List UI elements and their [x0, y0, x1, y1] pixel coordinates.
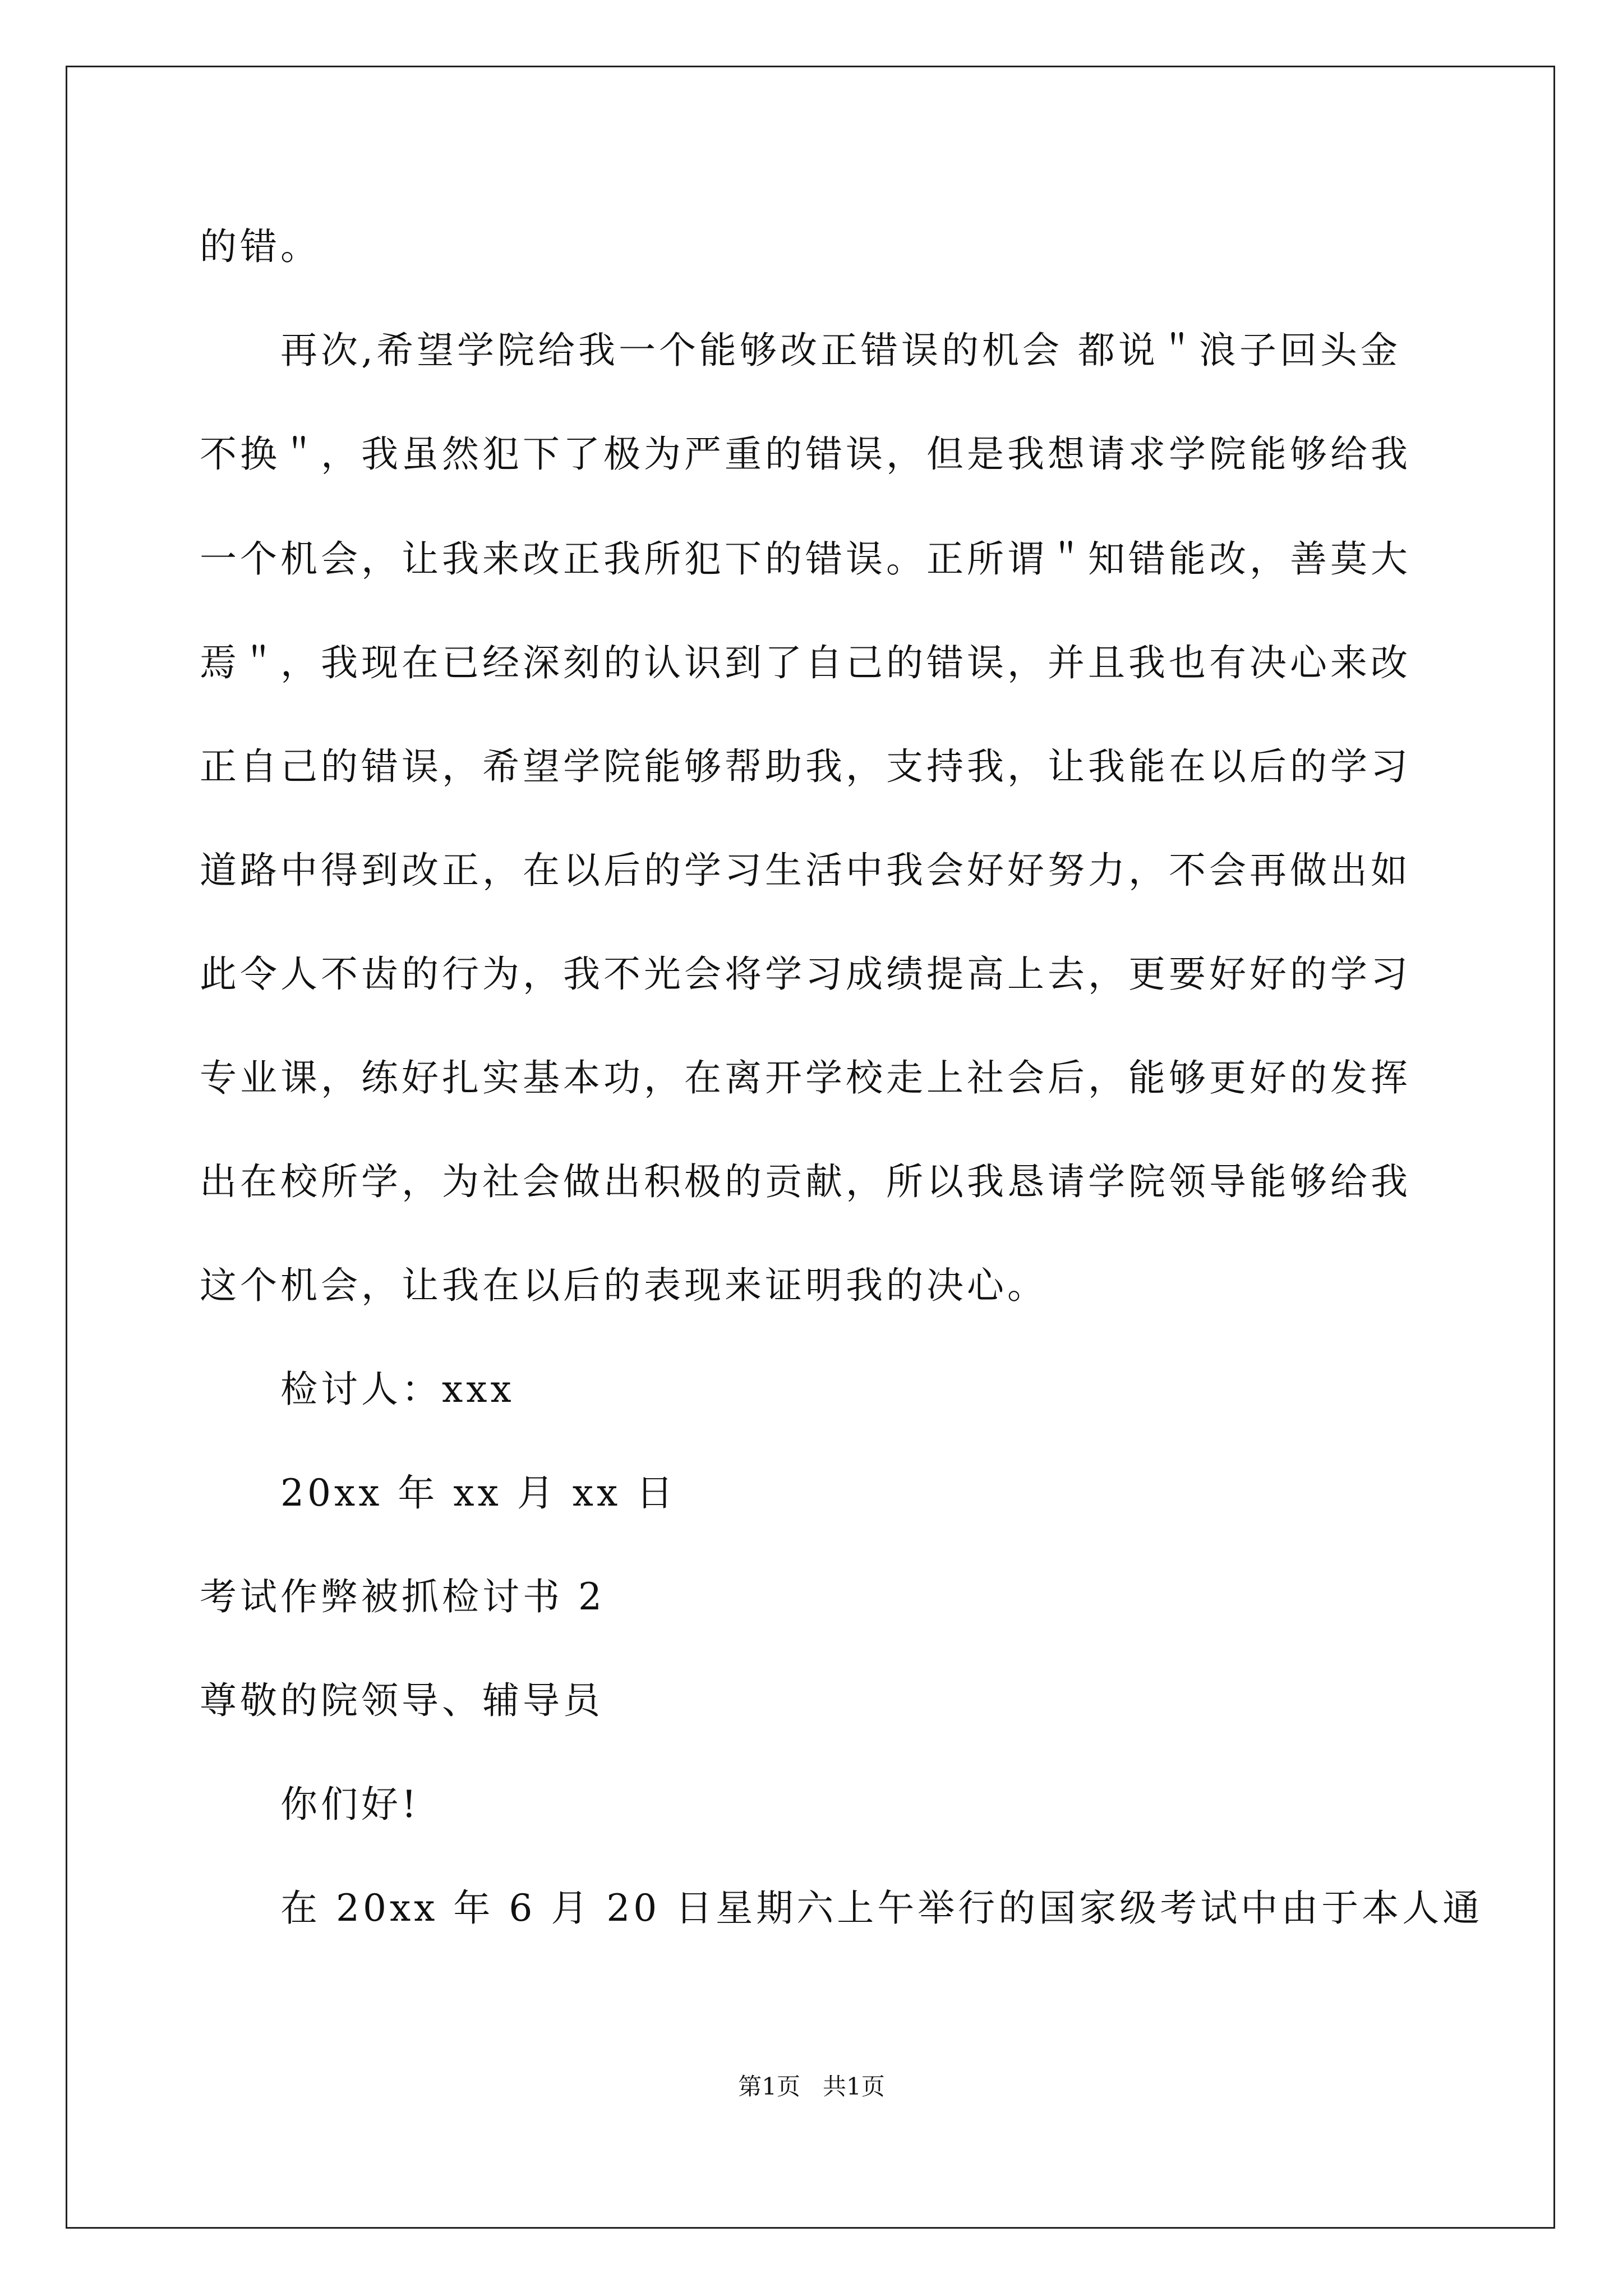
signer-line: 检讨人：xxx: [280, 1368, 515, 1411]
date-line: 20xx 年 xx 月 xx 日: [280, 1471, 677, 1515]
paragraph-line-9: 出在校所学，为社会做出积极的贡献，所以我恳请学院领导能够给我: [200, 1160, 1411, 1203]
paragraph-line-6: 道路中得到改正，在以后的学习生活中我会好好努力，不会再做出如: [200, 849, 1411, 892]
paragraph-line-5: 正自己的错误，希望学院能够帮助我，支持我，让我能在以后的学习: [200, 745, 1411, 788]
paragraph-start: 在 20xx 年 6 月 20 日星期六上午举行的国家级考试中由于本人通: [280, 1887, 1483, 1930]
paragraph-line-1: 再次,希望学院给我一个能够改正错误的机会 都说＂浪子回头金: [280, 329, 1401, 372]
paragraph-line-7: 此令人不齿的行为，我不光会将学习成绩提高上去，更要好好的学习: [200, 953, 1411, 996]
salutation: 尊敬的院领导、辅导员: [200, 1679, 603, 1722]
paragraph-line-3: 一个机会，让我来改正我所犯下的错误。正所谓＂知错能改，善莫大: [200, 537, 1411, 581]
paragraph-line-2: 不换＂，我虽然犯下了极为严重的错误，但是我想请求学院能够给我: [200, 432, 1411, 476]
paragraph-line-4: 焉＂，我现在已经深刻的认识到了自己的错误，并且我也有决心来改: [200, 641, 1411, 684]
paragraph-line-8: 专业课，练好扎实基本功，在离开学校走上社会后，能够更好的发挥: [200, 1056, 1411, 1099]
page-footer: 第1页 共1页: [738, 2073, 885, 2100]
section-title: 考试作弊被抓检讨书 2: [200, 1575, 605, 1618]
greeting: 你们好!: [280, 1783, 420, 1826]
body-line-1: 的错。: [200, 225, 321, 268]
paragraph-line-10: 这个机会，让我在以后的表现来证明我的决心。: [200, 1264, 1048, 1307]
